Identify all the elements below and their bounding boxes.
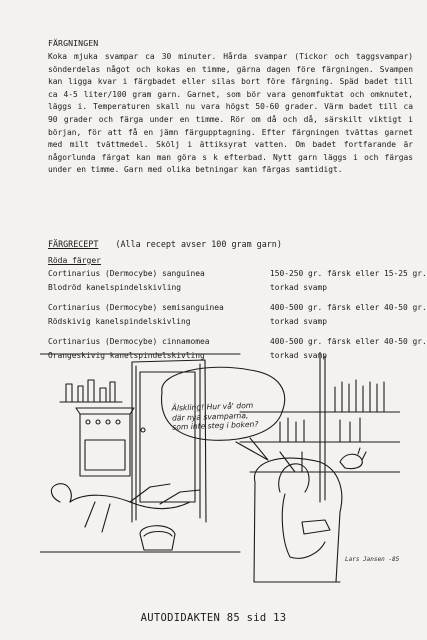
recipe-common-name: Orangeskivig kanelspindelskivling [48,350,205,360]
man-on-floor-drawing [51,484,200,532]
door-drawing [132,360,206,522]
stove-drawing [76,408,134,476]
shelf-drawing [60,380,122,402]
fargrecept-heading: FÄRGRECEPT [48,239,99,249]
basket-drawing [140,526,175,550]
artist-signature: Lars Jansen -85 [345,556,400,563]
speech-bubble-text: Älskling! Hur vå' dom där nya svamparna, som inte steg i boken? [171,400,259,432]
recipe-amount: 150-250 gr. färsk eller 15-25 gr. [270,269,427,278]
recipe-amount: 400-500 gr. färsk eller 40-50 gr. [270,303,427,312]
recipe-amount: 400-500 gr. färsk eller 40-50 gr. [270,337,427,346]
fargning-heading: FÄRGNINGEN [48,38,99,48]
recipe-species: Cortinarius (Dermocybe) cinnamomea [48,337,210,346]
fargning-paragraph: Koka mjuka svampar ca 30 minuter. Hårda svampar (Tickor och taggsvampar) sönderdelas något och kokas en timme, gärna dagen före färgningen. Svampen kan ligga kvar i färgbadet eller silas bort före färgning. Späd badet till ca 4-5 liter/100 gram garn. Garnet, som bör vara genomfuktat och omknutet, läggs i. Temperaturen skall nu vara högst 50-60 grader. Värm badet till ca 90 grader och färga under en timme. Rör om då och då, särskilt viktigt i början, för att få en jämn färgupptagning. Efter färgningen tvättas garnet med milt tvättmedel. Skölj i ättiksyrat vatten. Om badet fortfarande är någorlunda färgat kan man göra s k efterbad. Nytt garn läggs i och färgas under en timme. Garn med olika betningar kan färgas samtidigt. [48,52,413,175]
cartoon-illustration [40,352,400,584]
cat-drawing [340,448,366,469]
recipe-amount-cont: torkad svamp [270,316,328,326]
recipe-common-name: Blodröd kanelspindelskivling [48,282,182,292]
recipe-amount-cont: torkad svamp [270,350,328,360]
section-roda-farger: Röda färger [48,256,101,265]
fargrecept-note: (Alla recept avser 100 gram garn) [115,239,282,249]
recipe-species: Cortinarius (Dermocybe) semisanguinea [48,303,224,312]
recipe-common-name: Rödskivig kanelspindelskivling [48,316,191,326]
recipe-species: Cortinarius (Dermocybe) sanguinea [48,269,205,278]
page-footer: AUTODIDAKTEN 85 sid 13 [140,612,287,624]
fargrecept-line [48,239,282,249]
recipe-amount-cont: torkad svamp [270,282,328,292]
woman-in-armchair-drawing [254,458,342,582]
